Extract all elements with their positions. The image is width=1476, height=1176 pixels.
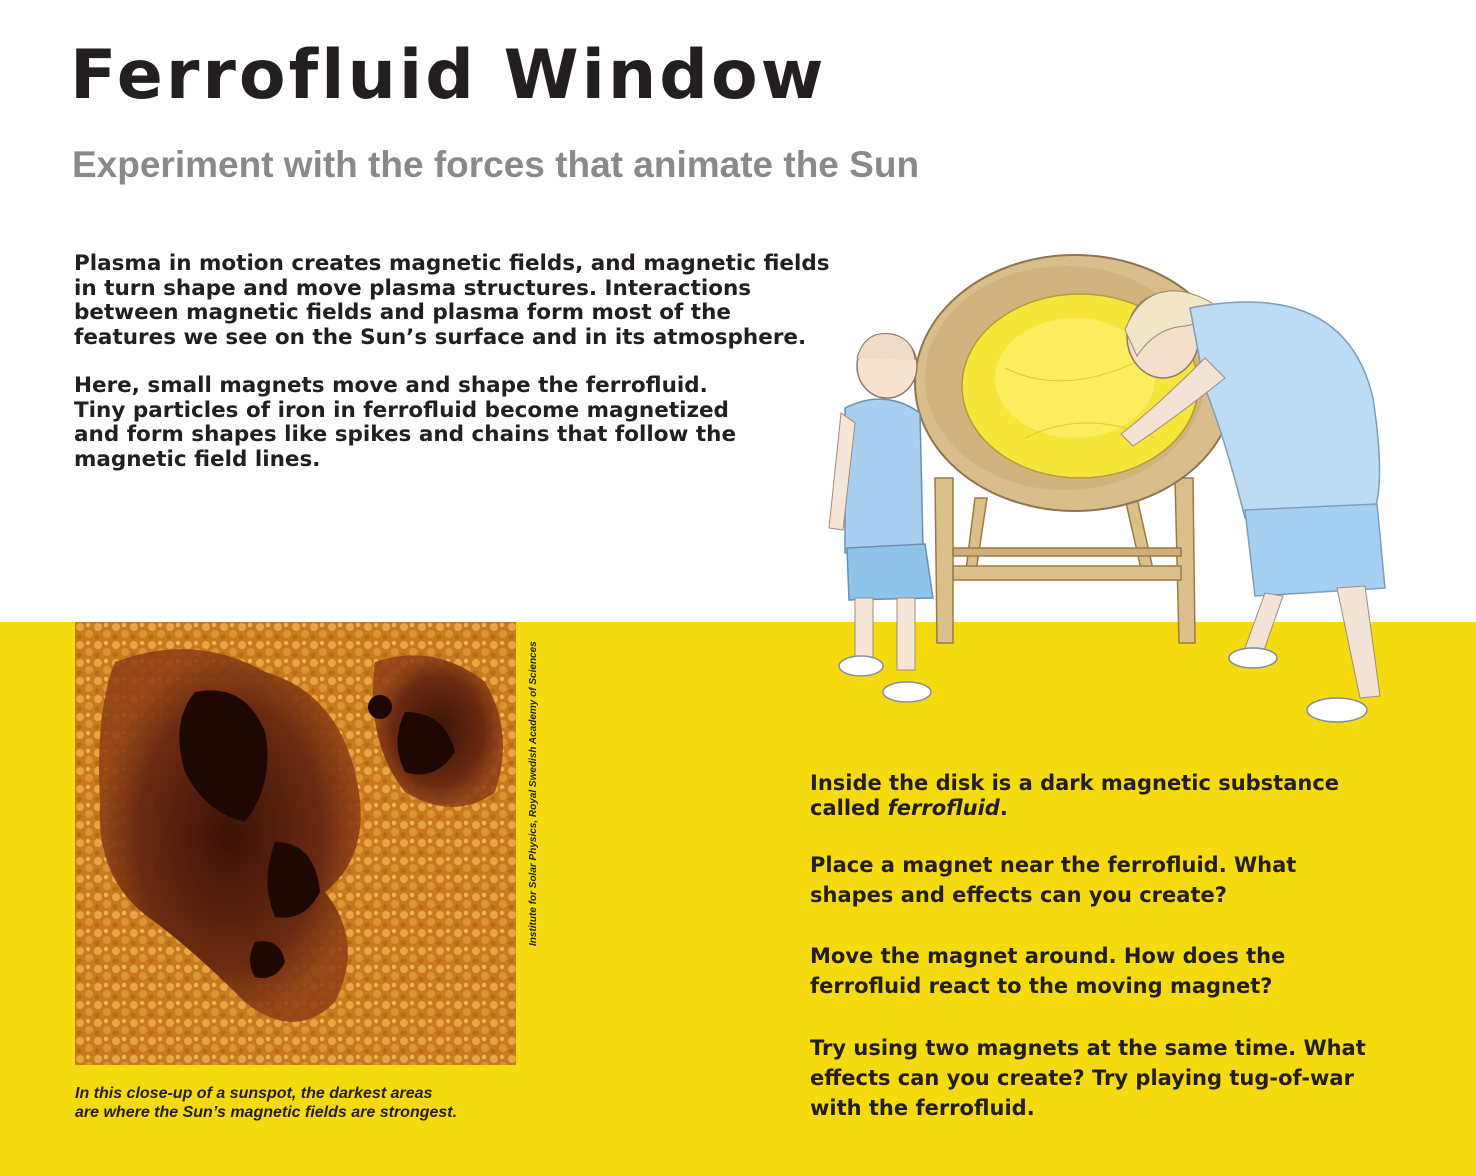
instruction-1-line-1: Inside the disk is a dark magnetic substance	[810, 771, 1340, 795]
instructions-text	[810, 771, 1430, 1123]
instruction-paragraph-3: Move the magnet around. How does the ferrofluid react to the moving magnet?	[810, 944, 1286, 998]
intro-paragraph-1: Plasma in motion creates magnetic fields, and magnetic fields in turn shape and move plasma structures. Interactions between magnetic fields and plasma form most of the features we see on the Sun’s surface and in its atmosphere.	[74, 251, 830, 350]
instruction-paragraph-2: Place a magnet near the ferrofluid. What shapes and effects can you create?	[810, 853, 1297, 907]
page-title: Ferrofluid Window	[70, 36, 827, 115]
intro-text	[74, 252, 834, 496]
instruction-paragraph-4: Try using two magnets at the same time. What effects can you create? Try playing tug-of-war with the ferrofluid.	[810, 1036, 1366, 1120]
photo-credit	[528, 628, 544, 946]
instruction-paragraph-1	[810, 771, 1430, 820]
sunspot-caption	[75, 1085, 545, 1122]
page-subtitle: Experiment with the forces that animate the Sun	[72, 144, 920, 185]
caption-line-2: are where the Sun’s magnetic fields are strongest.	[75, 1103, 458, 1121]
adult-figure-icon	[1121, 291, 1385, 722]
ferrofluid-window-illustration	[825, 248, 1405, 748]
sunspot-image	[75, 622, 516, 1065]
caption-line-1: In this close-up of a sunspot, the darkest areas	[75, 1085, 433, 1102]
instruction-1-suffix: .	[999, 795, 1008, 820]
photo-credit-text: Institute for Solar Physics, Royal Swedish Academy of Sciences	[528, 641, 539, 946]
intro-paragraph-2: Here, small magnets move and shape the ferrofluid. Tiny particles of iron in ferrofluid become magnetized and form shapes like spikes and chains that follow the magnetic field lines.	[74, 373, 737, 472]
instruction-1-prefix: called	[810, 795, 888, 820]
ferrofluid-term: ferrofluid	[887, 795, 1000, 820]
